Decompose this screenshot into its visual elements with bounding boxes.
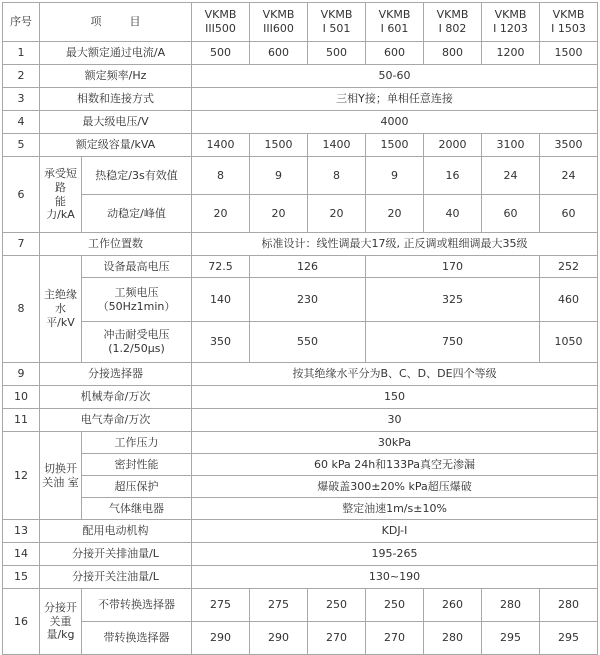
- row-number: 5: [3, 134, 40, 157]
- row-label: 相数和连接方式: [40, 88, 192, 111]
- model-header: VKMB I 601: [366, 3, 424, 42]
- row-label: 最大额定通过电流/A: [40, 42, 192, 65]
- row-number: 16: [3, 589, 40, 655]
- group-label: 切换开 关油 室: [40, 432, 82, 520]
- cell-value: 8: [308, 157, 366, 195]
- model-header: VKMB I 1203: [482, 3, 540, 42]
- cell-value: 30kPa: [192, 432, 598, 454]
- cell-value: 1500: [250, 134, 308, 157]
- table-row: [3, 42, 598, 65]
- cell-value: 150: [192, 386, 598, 409]
- spec-table: [2, 2, 598, 655]
- header-row: [3, 3, 598, 42]
- table-row: [3, 543, 598, 566]
- model-header: VKMB III500: [192, 3, 250, 42]
- cell-value: 9: [250, 157, 308, 195]
- cell-value: 350: [192, 322, 250, 363]
- row-label: 工作位置数: [40, 233, 192, 256]
- cell-value: 750: [366, 322, 540, 363]
- table-row: [3, 386, 598, 409]
- row-label: 机械寿命/万次: [40, 386, 192, 409]
- table-row: [3, 256, 598, 278]
- row-number: 11: [3, 409, 40, 432]
- group-label: 分接开 关重 量/kg: [40, 589, 82, 655]
- cell-value: 4000: [192, 111, 598, 134]
- row-number: 4: [3, 111, 40, 134]
- cell-value: 800: [424, 42, 482, 65]
- row-label: 额定频率/Hz: [40, 65, 192, 88]
- row-number: 13: [3, 520, 40, 543]
- row-number: 1: [3, 42, 40, 65]
- table-row: [3, 589, 598, 622]
- cell-value: 爆破盖300±20% kPa超压爆破: [192, 476, 598, 498]
- cell-value: 3500: [540, 134, 598, 157]
- header-item: 项 目: [40, 3, 192, 42]
- sub-label: 带转换选择器: [82, 622, 192, 655]
- cell-value: 8: [192, 157, 250, 195]
- row-number: 2: [3, 65, 40, 88]
- table-row: [3, 65, 598, 88]
- cell-value: 1500: [366, 134, 424, 157]
- cell-value: 16: [424, 157, 482, 195]
- cell-value: KDJ-I: [192, 520, 598, 543]
- table-row: [3, 409, 598, 432]
- table-row: [3, 498, 598, 520]
- cell-value: 60: [540, 195, 598, 233]
- cell-value: 20: [250, 195, 308, 233]
- table-row: [3, 566, 598, 589]
- row-number: 9: [3, 363, 40, 386]
- sub-label: 超压保护: [82, 476, 192, 498]
- cell-value: 24: [540, 157, 598, 195]
- cell-value: 290: [192, 622, 250, 655]
- model-header: VKMB III600: [250, 3, 308, 42]
- table-row: [3, 520, 598, 543]
- row-label: 分接开关注油量/L: [40, 566, 192, 589]
- group-label: 主绝缘 水 平/kV: [40, 256, 82, 363]
- row-number: 12: [3, 432, 40, 520]
- cell-value: 500: [192, 42, 250, 65]
- cell-value: 280: [482, 589, 540, 622]
- cell-value: 30: [192, 409, 598, 432]
- row-number: 6: [3, 157, 40, 233]
- row-number: 3: [3, 88, 40, 111]
- cell-value: 标准设计：线性调最大17级, 正反调或粗细调最大35级: [192, 233, 598, 256]
- row-number: 8: [3, 256, 40, 363]
- cell-value: 1400: [192, 134, 250, 157]
- cell-value: 2000: [424, 134, 482, 157]
- row-number: 14: [3, 543, 40, 566]
- row-label: 配用电动机构: [40, 520, 192, 543]
- cell-value: 275: [192, 589, 250, 622]
- sub-label: 工作压力: [82, 432, 192, 454]
- cell-value: 275: [250, 589, 308, 622]
- table-row: [3, 476, 598, 498]
- row-number: 15: [3, 566, 40, 589]
- cell-value: 1500: [540, 42, 598, 65]
- cell-value: 126: [250, 256, 366, 278]
- row-label: 分接开关排油量/L: [40, 543, 192, 566]
- cell-value: 325: [366, 278, 540, 322]
- cell-value: 250: [308, 589, 366, 622]
- cell-value: 280: [540, 589, 598, 622]
- table-row: [3, 278, 598, 322]
- cell-value: 130~190: [192, 566, 598, 589]
- sub-label: 热稳定/3s有效值: [82, 157, 192, 195]
- table-row: [3, 622, 598, 655]
- row-label: 最大级电压/V: [40, 111, 192, 134]
- model-header: VKMB I 501: [308, 3, 366, 42]
- model-header: VKMB I 802: [424, 3, 482, 42]
- sub-label: 工频电压 （50Hz1min）: [82, 278, 192, 322]
- row-number: 10: [3, 386, 40, 409]
- cell-value: 280: [424, 622, 482, 655]
- cell-value: 230: [250, 278, 366, 322]
- cell-value: 195-265: [192, 543, 598, 566]
- cell-value: 1050: [540, 322, 598, 363]
- cell-value: 295: [540, 622, 598, 655]
- group-label: 承受短 路 能 力/kA: [40, 157, 82, 233]
- cell-value: 295: [482, 622, 540, 655]
- cell-value: 20: [308, 195, 366, 233]
- cell-value: 270: [308, 622, 366, 655]
- cell-value: 24: [482, 157, 540, 195]
- cell-value: 整定油速1m/s±10%: [192, 498, 598, 520]
- cell-value: 290: [250, 622, 308, 655]
- sub-label: 气体继电器: [82, 498, 192, 520]
- cell-value: 270: [366, 622, 424, 655]
- table-row: [3, 432, 598, 454]
- row-label: 分接选择器: [40, 363, 192, 386]
- cell-value: 20: [366, 195, 424, 233]
- cell-value: 60: [482, 195, 540, 233]
- cell-value: 600: [250, 42, 308, 65]
- table-row: [3, 111, 598, 134]
- cell-value: 500: [308, 42, 366, 65]
- header-seq: 序号: [3, 3, 40, 42]
- row-label: 电气寿命/万次: [40, 409, 192, 432]
- cell-value: 252: [540, 256, 598, 278]
- cell-value: 60 kPa 24h和133Pa真空无渗漏: [192, 454, 598, 476]
- cell-value: 1400: [308, 134, 366, 157]
- cell-value: 140: [192, 278, 250, 322]
- cell-value: 600: [366, 42, 424, 65]
- cell-value: 3100: [482, 134, 540, 157]
- model-header: VKMB I 1503: [540, 3, 598, 42]
- table-row: [3, 233, 598, 256]
- cell-value: 20: [192, 195, 250, 233]
- table-row: [3, 134, 598, 157]
- row-label: 额定级容量/kVA: [40, 134, 192, 157]
- table-row: [3, 363, 598, 386]
- cell-value: 260: [424, 589, 482, 622]
- cell-value: 72.5: [192, 256, 250, 278]
- table-row: [3, 157, 598, 195]
- sub-label: 动稳定/峰值: [82, 195, 192, 233]
- cell-value: 50-60: [192, 65, 598, 88]
- cell-value: 按其绝缘水平分为B、C、D、DE四个等级: [192, 363, 598, 386]
- sub-label: 设备最高电压: [82, 256, 192, 278]
- table-row: [3, 322, 598, 363]
- cell-value: 460: [540, 278, 598, 322]
- row-number: 7: [3, 233, 40, 256]
- sub-label: 密封性能: [82, 454, 192, 476]
- cell-value: 40: [424, 195, 482, 233]
- cell-value: 1200: [482, 42, 540, 65]
- sub-label: 不带转换选择器: [82, 589, 192, 622]
- cell-value: 550: [250, 322, 366, 363]
- table-row: [3, 195, 598, 233]
- cell-value: 250: [366, 589, 424, 622]
- cell-value: 9: [366, 157, 424, 195]
- sub-label: 冲击耐受电压 (1.2/50μs): [82, 322, 192, 363]
- table-row: [3, 88, 598, 111]
- cell-value: 170: [366, 256, 540, 278]
- table-row: [3, 454, 598, 476]
- cell-value: 三相Y接；单相任意连接: [192, 88, 598, 111]
